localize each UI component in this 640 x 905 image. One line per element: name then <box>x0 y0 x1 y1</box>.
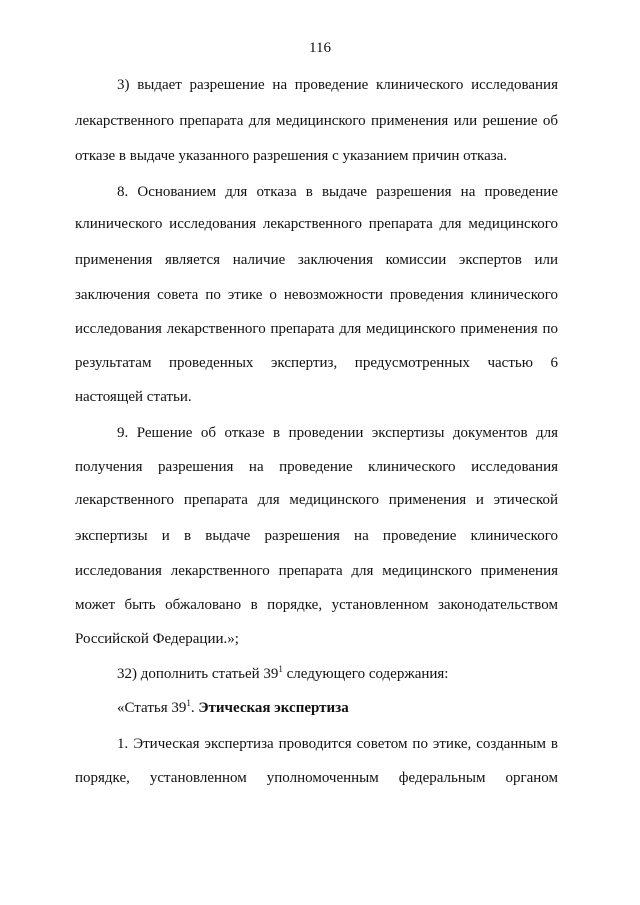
page-number: 116 <box>309 40 331 56</box>
article-separator: . <box>190 700 199 716</box>
article-title: Этическая экспертиза <box>198 700 349 716</box>
article-heading <box>117 698 558 718</box>
item32-text: 32) дополнить статьей 39 <box>117 666 279 682</box>
text-line: получения разрешения на проведение клинического исследования <box>75 459 558 475</box>
text-line: результатам проведенных экспертиз, предусмотренных частью 6 <box>75 355 558 371</box>
text-line: клинического исследования лекарственного препарата для медицинского <box>75 216 558 232</box>
text-line: 1. Этическая экспертиза проводится советом по этике, созданным в <box>117 736 558 752</box>
text-line: Российской Федерации.»; <box>75 631 239 647</box>
item32-text-end: следующего содержания: <box>282 666 449 682</box>
article-superscript: 1 <box>186 698 191 708</box>
text-line: исследования лекарственного препарата для медицинского применения <box>75 563 558 579</box>
article-label: «Статья 39 <box>117 700 187 716</box>
text-line: настоящей статьи. <box>75 389 192 405</box>
text-line: отказе в выдаче указанного разрешения с указанием причин отказа. <box>75 148 508 164</box>
text-line: 9. Решение об отказе в проведении экспертизы документов для <box>117 425 558 441</box>
text-line: экспертизы и в выдаче разрешения на проведение клинического <box>75 528 558 544</box>
item32-superscript: 1 <box>278 664 283 674</box>
text-line: может быть обжаловано в порядке, установленном законодательством <box>75 597 558 613</box>
text-line: 3) выдает разрешение на проведение клинического исследования <box>117 77 558 93</box>
text-line: 8. Основанием для отказа в выдаче разрешения на проведение <box>117 184 558 200</box>
text-line: заключения совета по этике о невозможности проведения клинического <box>75 287 558 303</box>
amendment-item-32 <box>117 664 558 684</box>
text-line: лекарственного препарата для медицинского применения и этической <box>75 492 558 508</box>
text-line: исследования лекарственного препарата для медицинского применения по <box>75 321 558 337</box>
text-line: лекарственного препарата для медицинского применения или решение об <box>75 113 558 129</box>
text-line: порядке, установленном уполномоченным федеральным органом <box>75 770 558 786</box>
text-line: применения является наличие заключения комиссии экспертов или <box>75 252 558 268</box>
